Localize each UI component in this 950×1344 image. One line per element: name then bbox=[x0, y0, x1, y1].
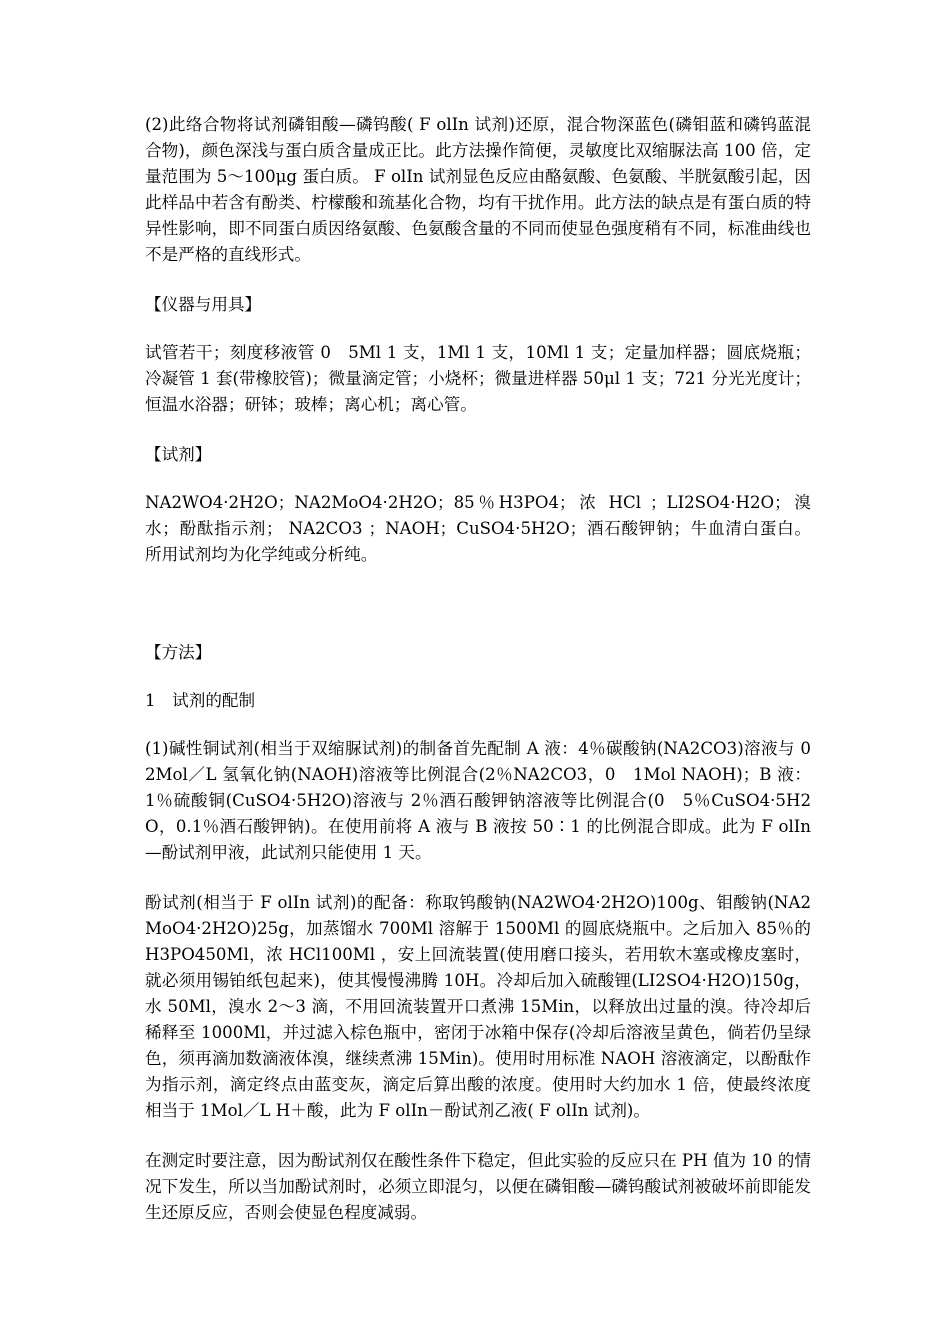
heading-method: 【方法】 bbox=[145, 643, 212, 662]
heading-reagents: 【试剂】 bbox=[145, 445, 212, 464]
spacer bbox=[145, 318, 811, 340]
spacer bbox=[145, 866, 811, 890]
spacer bbox=[145, 268, 811, 292]
document-page bbox=[145, 112, 828, 1226]
heading-step-1: 1 试剂的配制 bbox=[145, 691, 256, 710]
spacer bbox=[145, 468, 811, 490]
spacer bbox=[145, 1124, 811, 1148]
spacer bbox=[145, 666, 811, 688]
paragraph-instruments: 试管若干；刻度移液管 0 5Ml 1 支，1Ml 1 支，10Ml 1 支；定量加样器；圆底烧瓶；冷凝管 1 套(带橡胶管)；微量滴定管；小烧杯；微量进样器 50μl 1 支；721 分光光度计；恒温水浴器；研钵；玻棒；离心机；离心管。 bbox=[145, 343, 811, 414]
paragraph-reagents: NA2WO4·2H2O；NA2MoO4·2H2O；85％H3PO4；浓 HCl ；LI2SO4·H2O；溴水；酚酞指示剂； NA2CO3 ；NAOH；CuSO4·5H2O；酒石酸钾钠；牛血清白蛋白。所用试剂均为化学纯或分析纯。 bbox=[145, 493, 811, 564]
paragraph-intro: (2)此络合物将试剂磷钼酸—磷钨酸( F olIn 试剂)还原，混合物深蓝色(磷钼蓝和磷钨蓝混合物)，颜色深浅与蛋白质含量成正比。此方法操作简便，灵敏度比双缩脲法高 100 倍，定量范围为 5～100μg 蛋白质。 F olIn 试剂显色反应由酪氨酸、色氨酸、半胱氨酸引起，因此样品中若含有酚类、柠檬酸和巯基化合物，均有干扰作用。此方法的缺点是有蛋白质的特异性影响，即不同蛋白质因络氨酸、色氨酸含量的不同而使显色强度稍有不同，标准曲线也不是严格的直线形式。 bbox=[145, 115, 811, 264]
spacer bbox=[145, 568, 811, 640]
heading-instruments: 【仪器与用具】 bbox=[145, 295, 262, 314]
paragraph-phenol-reagent: 酚试剂(相当于 F olIn 试剂)的配备：称取钨酸钠(NA2WO4·2H2O)100g、钼酸钠(NA2MoO4·2H2O)25g，加蒸馏水 700Ml 溶解于 1500Ml 的圆底烧瓶中。之后加入 85％的 H3PO450Ml，浓 HCl100Ml ，安上回流装置(使用磨口接头，若用软木塞或橡皮塞时，就必须用锡铂纸包起来)，使其慢慢沸腾 10H。冷却后加入硫酸锂(LI2SO4·H2O)150g，水 50Ml，溴水 2～3 滴，不用回流装置开口煮沸 15Min，以释放出过量的溴。待冷却后稀释至 1000Ml，并过滤入棕色瓶中，密闭于冰箱中保存(冷却后溶液呈黄色，倘若仍呈绿色，须再滴加数滴液体溴，继续煮沸 15Min)。使用时用标准 NAOH 溶液滴定，以酚酞作为指示剂，滴定终点由蓝变灰，滴定后算出酸的浓度。使用时大约加水 1 倍，使最终浓度相当于 1Mol／L H＋酸，此为 F olIn－酚试剂乙液( F olIn 试剂)。 bbox=[145, 893, 811, 1120]
spacer bbox=[145, 714, 811, 736]
paragraph-note: 在测定时要注意，因为酚试剂仅在酸性条件下稳定，但此实验的反应只在 PH 值为 10 的情况下发生，所以当加酚试剂时，必须立即混匀，以便在磷钼酸—磷钨酸试剂被破坏前即能发生还原反应，否则会使显色程度减弱。 bbox=[145, 1151, 811, 1222]
spacer bbox=[145, 418, 811, 442]
paragraph-alkaline-copper: (1)碱性铜试剂(相当于双缩脲试剂)的制备首先配制 A 液：4％碳酸钠(NA2CO3)溶液与 0 2Mol／L 氢氧化钠(NAOH)溶液等比例混合(2％NA2CO3，0 1Mol NAOH)；B 液：1％硫酸铜(CuSO4·5H2O)溶液与 2％酒石酸钾钠溶液等比例混合(0 5％CuSO4·5H2O，0.1％酒石酸钾钠)。在使用前将 A 液与 B 液按 50∶1 的比例混合即成。此为 F olIn—酚试剂甲液，此试剂只能使用 1 天。 bbox=[145, 739, 828, 862]
